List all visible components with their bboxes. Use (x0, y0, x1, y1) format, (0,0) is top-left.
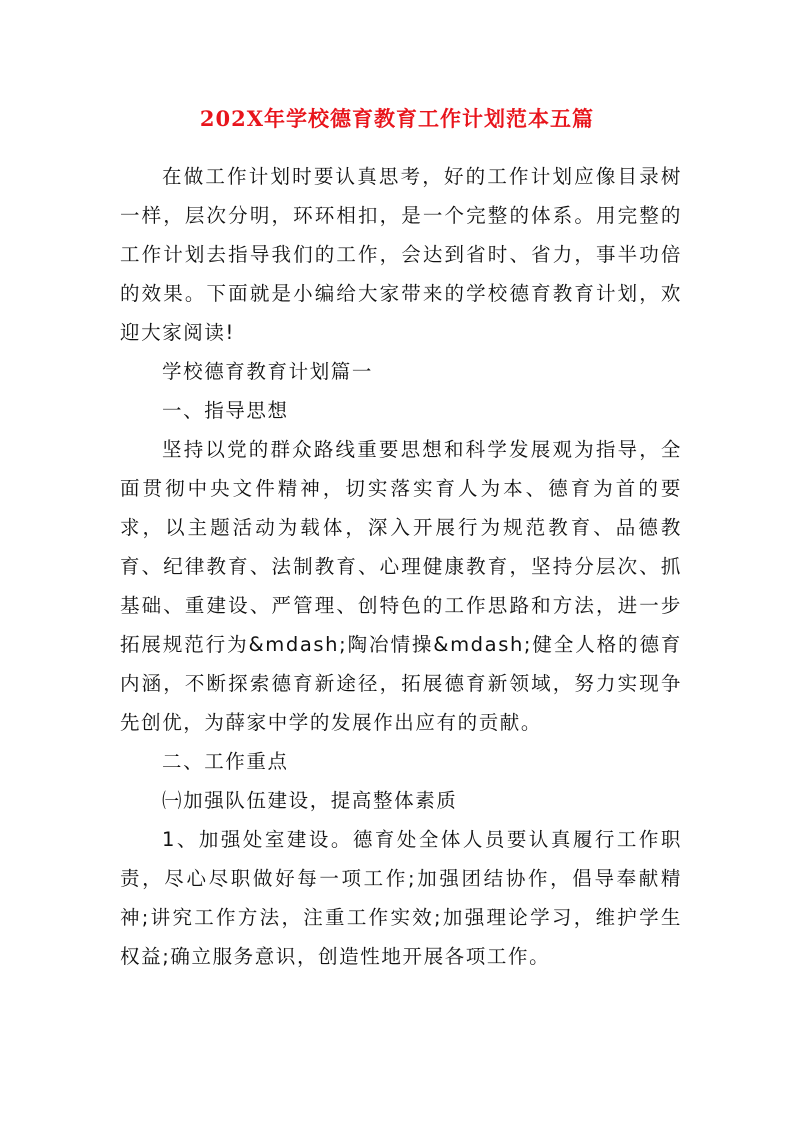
subsection-heading-team-building: ㈠加强队伍建设，提高整体素质 (162, 789, 458, 812)
document-title: 202X年学校德育教育工作计划范本五篇 (199, 106, 595, 131)
section-heading-plan-1: 学校德育教育计划篇一 (162, 360, 374, 383)
section-heading-guiding-ideology: 一、指导思想 (162, 399, 289, 422)
guiding-ideology-paragraph: 坚持以党的群众路线重要思想和科学发展观为指导，全面贯彻中央文件精神，切实落实育人为本、德育为首的要求，以主题活动为载体，深入开展行为规范教育、品德教育、纪律教育、法制教育、心理健康教育，坚持分层次、抓基础、重建设、严管理、创特色的工作思路和方法，进一步拓展规范行为&mdash;陶冶情操&mdash;健全人格的德育内涵，不断探索德育新途径，拓展德育新领域，努力实现争先创优，为薛家中学的发展作出应有的贡献。 (120, 438, 682, 734)
intro-paragraph: 在做工作计划时要认真思考，好的工作计划应像目录树一样，层次分明，环环相扣，是一个完整的体系。用完整的工作计划去指导我们的工作，会达到省时、省力，事半功倍的效果。下面就是小编给大家带来的学校德育教育计划，欢迎大家阅读! (120, 165, 682, 344)
office-building-paragraph: 1、加强处室建设。德育处全体人员要认真履行工作职责，尽心尽职做好每一项工作;加强团结协作，倡导奉献精神;讲究工作方法，注重工作实效;加强理论学习，维护学生权益;确立服务意识，创造性地开展各项工作。 (120, 828, 682, 968)
document-body (120, 157, 682, 976)
section-heading-work-focus: 二、工作重点 (162, 750, 289, 773)
